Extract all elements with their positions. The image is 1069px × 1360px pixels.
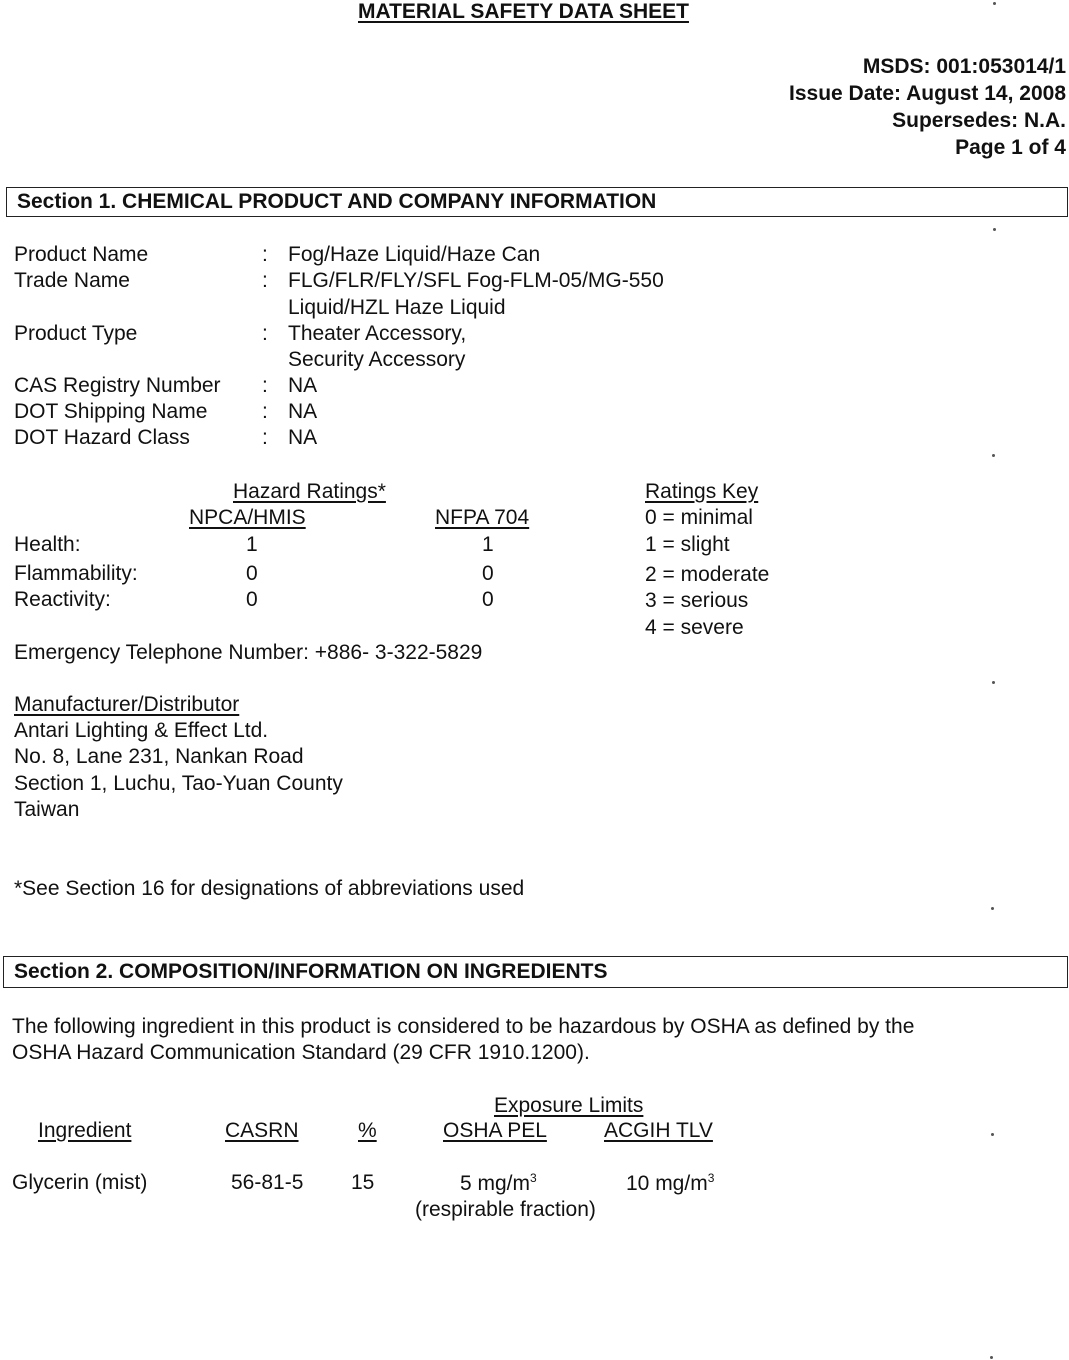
hazard-value: 0 xyxy=(246,588,258,611)
product-type-value-cont: Security Accessory xyxy=(288,348,466,371)
scan-speck xyxy=(990,1356,993,1359)
ratings-key-item: 1 = slight xyxy=(645,533,730,556)
field-label: Product Name xyxy=(14,243,149,266)
percent-cell: 15 xyxy=(351,1171,375,1194)
emergency-phone: Emergency Telephone Number: +886- 3-322-5829 xyxy=(14,641,483,664)
respirable-note: (respirable fraction) xyxy=(415,1198,596,1221)
scan-speck xyxy=(992,681,995,684)
section-1-header: Section 1. CHEMICAL PRODUCT AND COMPANY INFORMATION xyxy=(6,187,1068,217)
scan-speck xyxy=(992,454,995,457)
field-colon: : xyxy=(262,322,268,345)
manufacturer-line: Section 1, Luchu, Tao-Yuan County xyxy=(14,772,343,795)
casrn-header: CASRN xyxy=(225,1119,299,1142)
nfpa-704-header: NFPA 704 xyxy=(435,506,530,529)
hazard-value: 1 xyxy=(246,533,258,556)
osha-pel-value: 5 mg/m xyxy=(460,1172,531,1195)
hazard-row-label: Reactivity: xyxy=(14,588,111,611)
hazard-row-label: Health: xyxy=(14,533,81,556)
field-label: Product Type xyxy=(14,322,138,345)
manufacturer-line: No. 8, Lane 231, Nankan Road xyxy=(14,745,304,768)
field-colon: : xyxy=(262,374,268,397)
casrn-cell: 56-81-5 xyxy=(231,1171,304,1194)
field-colon: : xyxy=(262,400,268,423)
hazard-value: 0 xyxy=(482,562,494,585)
hazard-ratings-title: Hazard Ratings* xyxy=(233,480,386,503)
issue-date: Issue Date: August 14, 2008 xyxy=(789,82,1066,105)
field-label: CAS Registry Number xyxy=(14,374,221,397)
exposure-limits-title: Exposure Limits xyxy=(494,1094,644,1117)
section-2-intro-line-1: The following ingredient in this product is considered to be hazardous by OSHA as defined by the xyxy=(12,1015,915,1038)
acgih-tlv-exponent: 3 xyxy=(707,1171,715,1185)
ratings-key-item: 2 = moderate xyxy=(645,563,770,586)
hazard-value: 1 xyxy=(482,533,494,556)
manufacturer-line: Antari Lighting & Effect Ltd. xyxy=(14,719,269,742)
manufacturer-title: Manufacturer/Distributor xyxy=(14,693,240,716)
scan-speck xyxy=(991,907,994,910)
field-colon: : xyxy=(262,243,268,266)
osha-pel-header: OSHA PEL xyxy=(443,1119,547,1142)
field-label: Trade Name xyxy=(14,269,130,292)
ingredient-cell: Glycerin (mist) xyxy=(12,1171,148,1194)
section-2-header: Section 2. COMPOSITION/INFORMATION ON INGREDIENTS xyxy=(3,956,1068,988)
cas-value: NA xyxy=(288,374,318,397)
ingredient-header: Ingredient xyxy=(38,1119,132,1142)
field-label: DOT Shipping Name xyxy=(14,400,208,423)
scan-speck xyxy=(993,228,996,231)
dot-hazard-value: NA xyxy=(288,426,318,449)
field-colon: : xyxy=(262,269,268,292)
trade-name-value: FLG/FLR/FLY/SFL Fog-FLM-05/MG-550 xyxy=(288,269,664,292)
scan-speck xyxy=(993,2,996,5)
msds-number: MSDS: 001:053014/1 xyxy=(862,55,1066,78)
dot-shipping-value: NA xyxy=(288,400,318,423)
ratings-key-item: 0 = minimal xyxy=(645,506,753,529)
manufacturer-line: Taiwan xyxy=(14,798,80,821)
field-label: DOT Hazard Class xyxy=(14,426,190,449)
document-title: MATERIAL SAFETY DATA SHEET xyxy=(358,0,689,23)
ratings-key-title: Ratings Key xyxy=(645,480,759,503)
ratings-key-item: 4 = severe xyxy=(645,616,744,639)
supersedes: Supersedes: N.A. xyxy=(892,109,1066,132)
hazard-value: 0 xyxy=(482,588,494,611)
product-type-value: Theater Accessory, xyxy=(288,322,467,345)
acgih-tlv-header: ACGIH TLV xyxy=(604,1119,713,1142)
acgih-tlv-cell xyxy=(626,1171,714,1196)
percent-header: % xyxy=(358,1119,377,1142)
osha-pel-cell xyxy=(460,1171,537,1196)
section-2-intro-line-2: OSHA Hazard Communication Standard (29 CFR 1910.1200). xyxy=(12,1041,590,1064)
acgih-tlv-value: 10 mg/m xyxy=(626,1172,708,1195)
page-number: Page 1 of 4 xyxy=(955,136,1066,159)
npca-hmis-header: NPCA/HMIS xyxy=(189,506,306,529)
field-colon: : xyxy=(262,426,268,449)
ratings-key-item: 3 = serious xyxy=(645,589,749,612)
scan-speck xyxy=(991,1133,994,1136)
product-name-value: Fog/Haze Liquid/Haze Can xyxy=(288,243,541,266)
hazard-row-label: Flammability: xyxy=(14,562,138,585)
osha-pel-exponent: 3 xyxy=(530,1171,537,1185)
trade-name-value-cont: Liquid/HZL Haze Liquid xyxy=(288,296,506,319)
hazard-value: 0 xyxy=(246,562,258,585)
footnote: *See Section 16 for designations of abbreviations used xyxy=(14,877,525,900)
